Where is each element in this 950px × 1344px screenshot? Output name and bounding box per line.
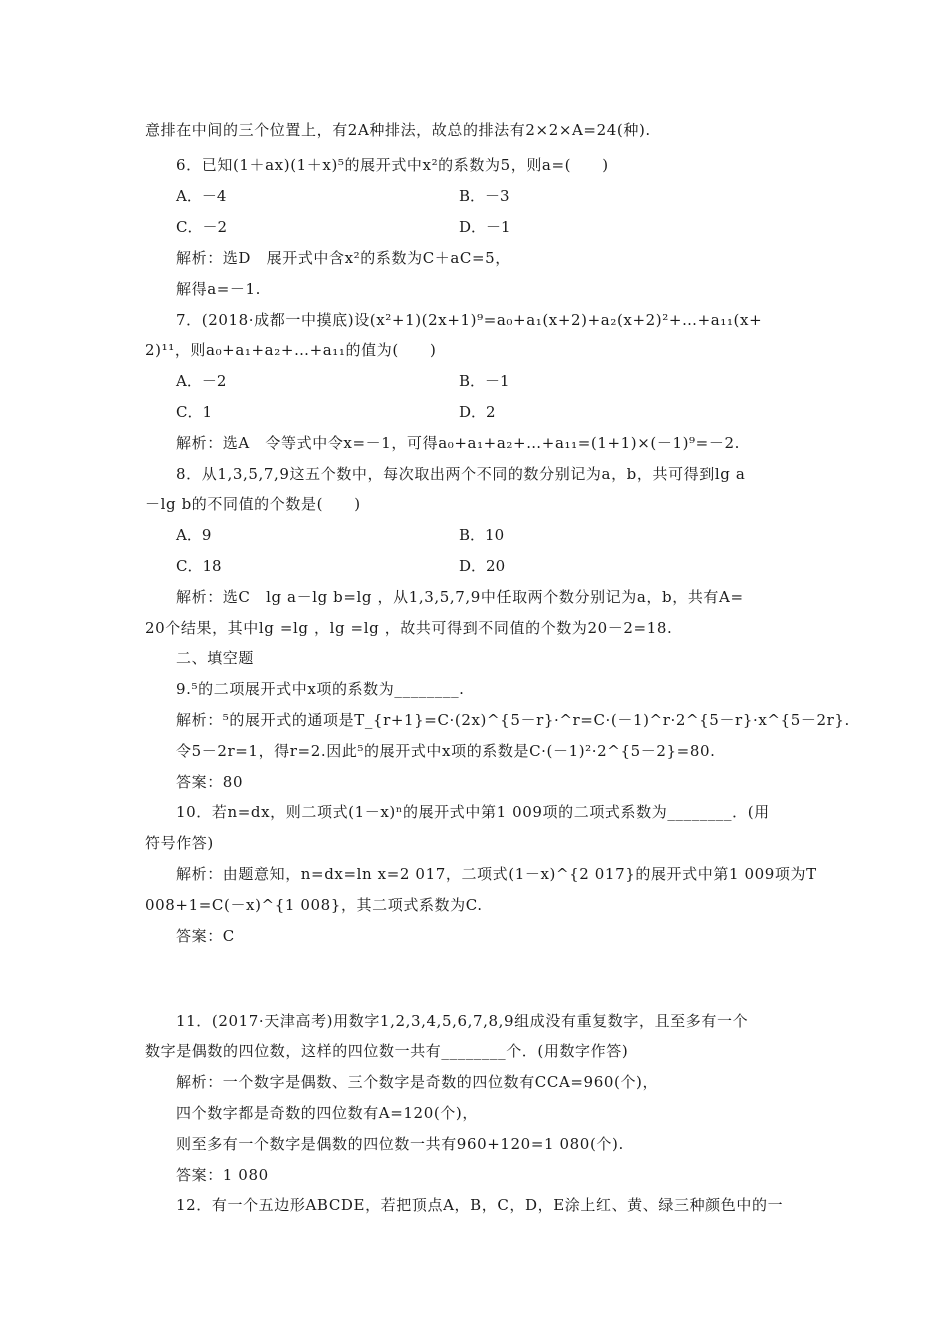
question-11: 11．(2017·天津高考)用数字1,2,3,4,5,6,7,8,9组成没有重复数字，且至多有一个 [176, 1012, 749, 1030]
text-line: 意排在中间的三个位置上，有2A种排法，故总的排法有2×2×A=24(种). [145, 121, 651, 139]
option-d: D．2 [459, 403, 496, 421]
option-b: B．10 [459, 526, 505, 544]
solution-line: 解析：选D 展开式中含x²的系数为C＋aC=5， [176, 249, 511, 267]
solution-line: 20个结果，其中lg =lg ，lg =lg ，故共可得到不同值的个数为20－2=18. [145, 619, 673, 637]
solution-line: 解析：由题意知，n=dx=ln x=2 017，二项式(1－x)^{2 017}的展开式中第1 009项为T [176, 865, 817, 883]
option-b: B．－1 [459, 372, 510, 390]
question-8-cont: －lg b的不同值的个数是( ) [145, 495, 361, 513]
option-a: A．9 [176, 526, 212, 544]
question-6: 6．已知(1＋ax)(1＋x)⁵的展开式中x²的系数为5，则a=( ) [176, 156, 609, 174]
question-9: 9.⁵的二项展开式中x项的系数为________. [176, 680, 465, 698]
question-7: 7．(2018·成都一中摸底)设(x²+1)(2x+1)⁹=a₀+a₁(x+2)+a₂(x+2)²+…+a₁₁(x+ [176, 311, 763, 329]
option-b: B．－3 [459, 187, 510, 205]
solution-line: 解得a=－1. [176, 280, 262, 298]
solution-line: 解析：选A 令等式中令x=－1，可得a₀+a₁+a₂+…+a₁₁=(1+1)×(－1)⁹=－2. [176, 434, 740, 452]
question-8: 8．从1,3,5,7,9这五个数中，每次取出两个不同的数分别记为a，b，共可得到lg a [176, 465, 746, 483]
solution-line: 令5－2r=1，得r=2.因此⁵的展开式中x项的系数是C·(－1)²·2^{5－2}=80. [176, 742, 716, 760]
solution-line: 则至多有一个数字是偶数的四位数一共有960+120=1 080(个). [176, 1135, 624, 1153]
option-a: A．－4 [176, 187, 227, 205]
option-c: C．1 [176, 403, 213, 421]
answer-line: 答案：1 080 [176, 1166, 269, 1184]
answer-line: 答案：80 [176, 773, 244, 791]
solution-line: 解析：一个数字是偶数、三个数字是奇数的四位数有CCA=960(个)， [176, 1073, 659, 1091]
option-c: C．18 [176, 557, 222, 575]
answer-line: 答案：C [176, 927, 235, 945]
solution-line: 008+1=C(－x)^{1 008}，其二项式系数为C. [145, 896, 483, 914]
section-heading: 二、填空题 [176, 649, 255, 667]
question-10: 10．若n=dx，则二项式(1－x)ⁿ的展开式中第1 009项的二项式系数为________．(用 [176, 803, 770, 821]
question-12: 12．有一个五边形ABCDE，若把顶点A，B，C，D，E涂上红、黄、绿三种颜色中的一 [176, 1196, 784, 1214]
solution-line: 解析：⁵的展开式的通项是T_{r+1}=C·(2x)^{5－r}·^r=C·(－1)^r·2^{5－r}·x^{5－2r}. [176, 711, 850, 729]
question-11-cont: 数字是偶数的四位数，这样的四位数一共有________个．(用数字作答) [145, 1042, 629, 1060]
option-a: A．－2 [176, 372, 227, 390]
solution-line: 解析：选C lg a－lg b=lg ，从1,3,5,7,9中任取两个数分别记为a，b，共有A= [176, 588, 744, 606]
question-10-cont: 符号作答) [145, 834, 214, 852]
option-d: D．20 [459, 557, 506, 575]
option-c: C．－2 [176, 218, 228, 236]
option-d: D．－1 [459, 218, 511, 236]
solution-line: 四个数字都是奇数的四位数有A=120(个)， [176, 1104, 478, 1122]
question-7-cont: 2)¹¹，则a₀+a₁+a₂+…+a₁₁的值为( ) [145, 341, 437, 359]
